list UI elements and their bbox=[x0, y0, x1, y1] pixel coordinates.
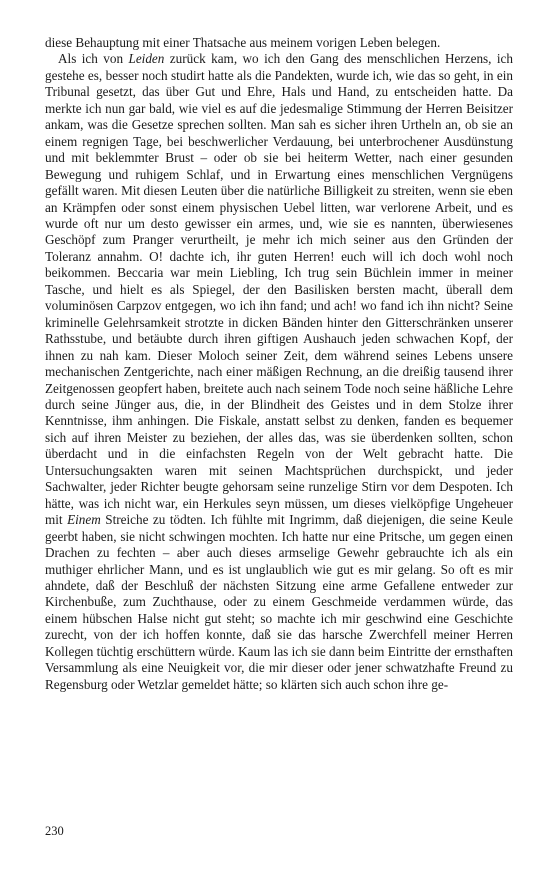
paragraph-2-part-5: Streiche zu tödten. Ich fühlte mit Ingrimm, daß diejenigen, die seine Keule geerbt haben, sie nicht schwingen mochten. Ich hatte nur eine Pritsche, um gegen einen Drachen zu fechten – aber auch dieses armselige Gewehr gebrauchte ich als ein muthiger ehrlicher Mann, und es ist unglaublich wie gut es mir gelang. So oft es mir ahndete, daß der Beschluß der nächsten Sitzung eine arme Gefallene entweder zur Kirchenbuße, zum Zuchthause, oder zu einem Geschmeide verdammen würde, das einem hübschen Halse nicht gut steht; so machte ich mir geschwind eine Geschichte zurecht, von der ich hoffen konnte, daß sie das harsche Zwerchfell meiner Herren Kollegen tüchtig erschüttern würde. Kaum las ich sie dann beim Eintritte der ernsthaften Versammlung als eine Neuigkeit vor, die mir dieser oder jener schwatzhafte Freund zu Regensburg oder Wetzlar gemeldet hätte; so klärten sich auch schon ihre ge- bbox=[45, 512, 513, 692]
paragraph-1 bbox=[45, 35, 513, 51]
italic-einem: Einem bbox=[67, 512, 101, 528]
italic-leiden: Leiden bbox=[128, 51, 165, 67]
page-body bbox=[45, 35, 513, 693]
paragraph-2-part-1: Als ich von bbox=[58, 51, 129, 67]
paragraph-1-text: diese Behauptung mit einer Thatsache aus meinem vorigen Leben belegen. bbox=[45, 35, 441, 50]
paragraph-2 bbox=[45, 51, 513, 693]
paragraph-2-part-3: zurück kam, wo ich den Gang des menschlichen Herzens, ich gestehe es, besser noch studirt hatte als die Pandekten, wurde ich, wie das so geht, in ein Tribunal gesetzt, das über Gut und Ehre, Hals und Hand, zu entscheiden hatte. Da merkte ich nun gar bald, wie viel es auf die jedesmalige Stimmung der Herren Beisitzer ankam, was die Gesetze sprechen sollten. Man sah es sicher ihren Urtheln an, ob sie an einem regnigen Tage, bei beschwerlicher Verdauung, bei unterbrochener Ausdünstung und mit beklemmter Brust – oder ob sie bei heiterm Wetter, nach einer gesunden Bewegung und ruhigem Schlaf, und in Erwartung eines menschlichen Vergnügens gefällt waren. Mit diesen Leuten über die natürliche Billigkeit zu streiten, wenn sie eben an Krämpfen oder sonst einem physischen Uebel litten, war verlorene Arbeit, und es wurde oft nur um desto gewisser ein armes, und, wie sie es nannten, überwiesenes Geschöpf zum Pranger verurtheilt, je mehr ich mich seiner aus den Gründen der Toleranz annahm. O! dachte ich, ihr guten Herren! euch will ich doch wohl noch beikommen. Beccaria war mein Liebling, Ich trug sein Büchlein immer in meiner Tasche, und hielt es als Spiegel, der den Basilisken bersten macht, überall dem voluminösen Carpzov entgegen, wo ich ihn fand; und ach! wo fand ich ihn nicht? Seine kriminelle Gelehrsamkeit strotzte in dicken Bänden hinter den Gitterschränken unserer Rathsstube, und betäubte durch ihren giftigen Aushauch jeden schwachen Kopf, der ihnen zu nah kam. Dieser Moloch seiner Zeit, dem während seines Lebens unsere mechanischen Zentgerichte, nach einer mäßigen Rechnung, an die dreißig tausend ihrer Zeitgenossen geopfert haben, breitete auch nach seinem Tode noch seine häßliche Lehre durch seine Jünger aus, die, in der Blindheit des Geistes und in dem Stolze ihrer Kenntnisse, ihm anhingen. Die Fiskale, anstatt selbst zu denken, fanden es bequemer sich auf ihren Meister zu beziehen, der alles das, was sie überdenken sollten, schon überdacht und in die einfachsten Regeln von der Welt gebracht hatte. Die Untersuchungsakten waren mit seinen Machtsprüchen durchspickt, und jeder Sachwalter, jeder Richter beugte gehorsam seine runzelige Stirn vor dem Despoten. Ich hätte, was ich nicht war, ein Herkules seyn müssen, um dieses vielköpfige Ungeheuer mit bbox=[45, 51, 513, 528]
body-text bbox=[45, 35, 513, 693]
page-number: 230 bbox=[45, 824, 64, 838]
